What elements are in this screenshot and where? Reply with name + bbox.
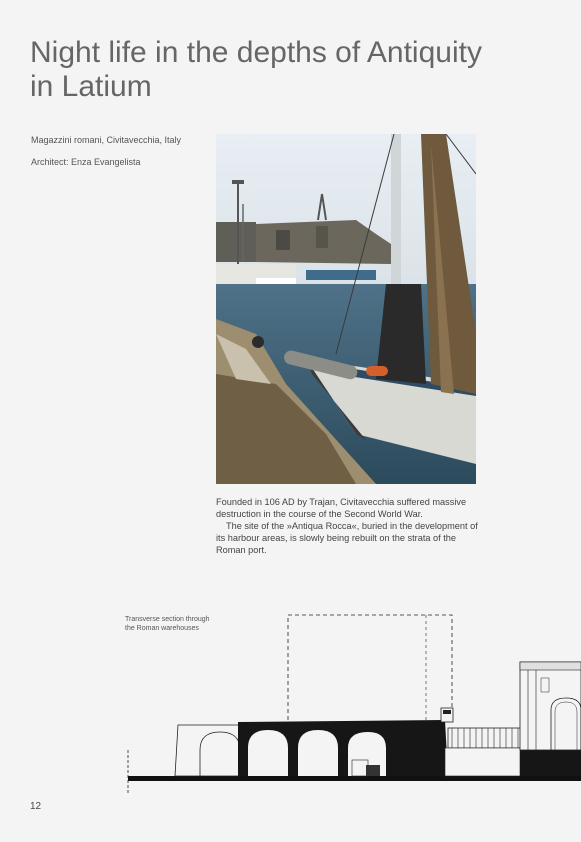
page-title [30, 36, 560, 104]
transverse-section-drawing [0, 600, 581, 800]
photo-caption [216, 496, 484, 556]
caption-paragraph-1: Founded in 106 AD by Trajan, Civitavecchia suffered massive destruction in the course of the Second World War. [216, 497, 467, 519]
section-label-line-1: Transverse section through [125, 616, 210, 623]
caption-paragraph-2: The site of the »Antiqua Rocca«, buried in the development of its harbour areas, is slowly being rebuilt on the strata of the Roman port. [216, 521, 478, 555]
page-number: 12 [30, 801, 42, 812]
section-label-line-2: the Roman warehouses [125, 625, 199, 632]
harbour-photo [216, 134, 476, 484]
project-architect: Architect: Enza Evangelista [31, 157, 141, 167]
title-line-2: in Latium [30, 70, 152, 103]
title-line-1: Night life in the depths of Antiquity [30, 36, 482, 69]
project-location: Magazzini romani, Civitavecchia, Italy [31, 135, 182, 145]
